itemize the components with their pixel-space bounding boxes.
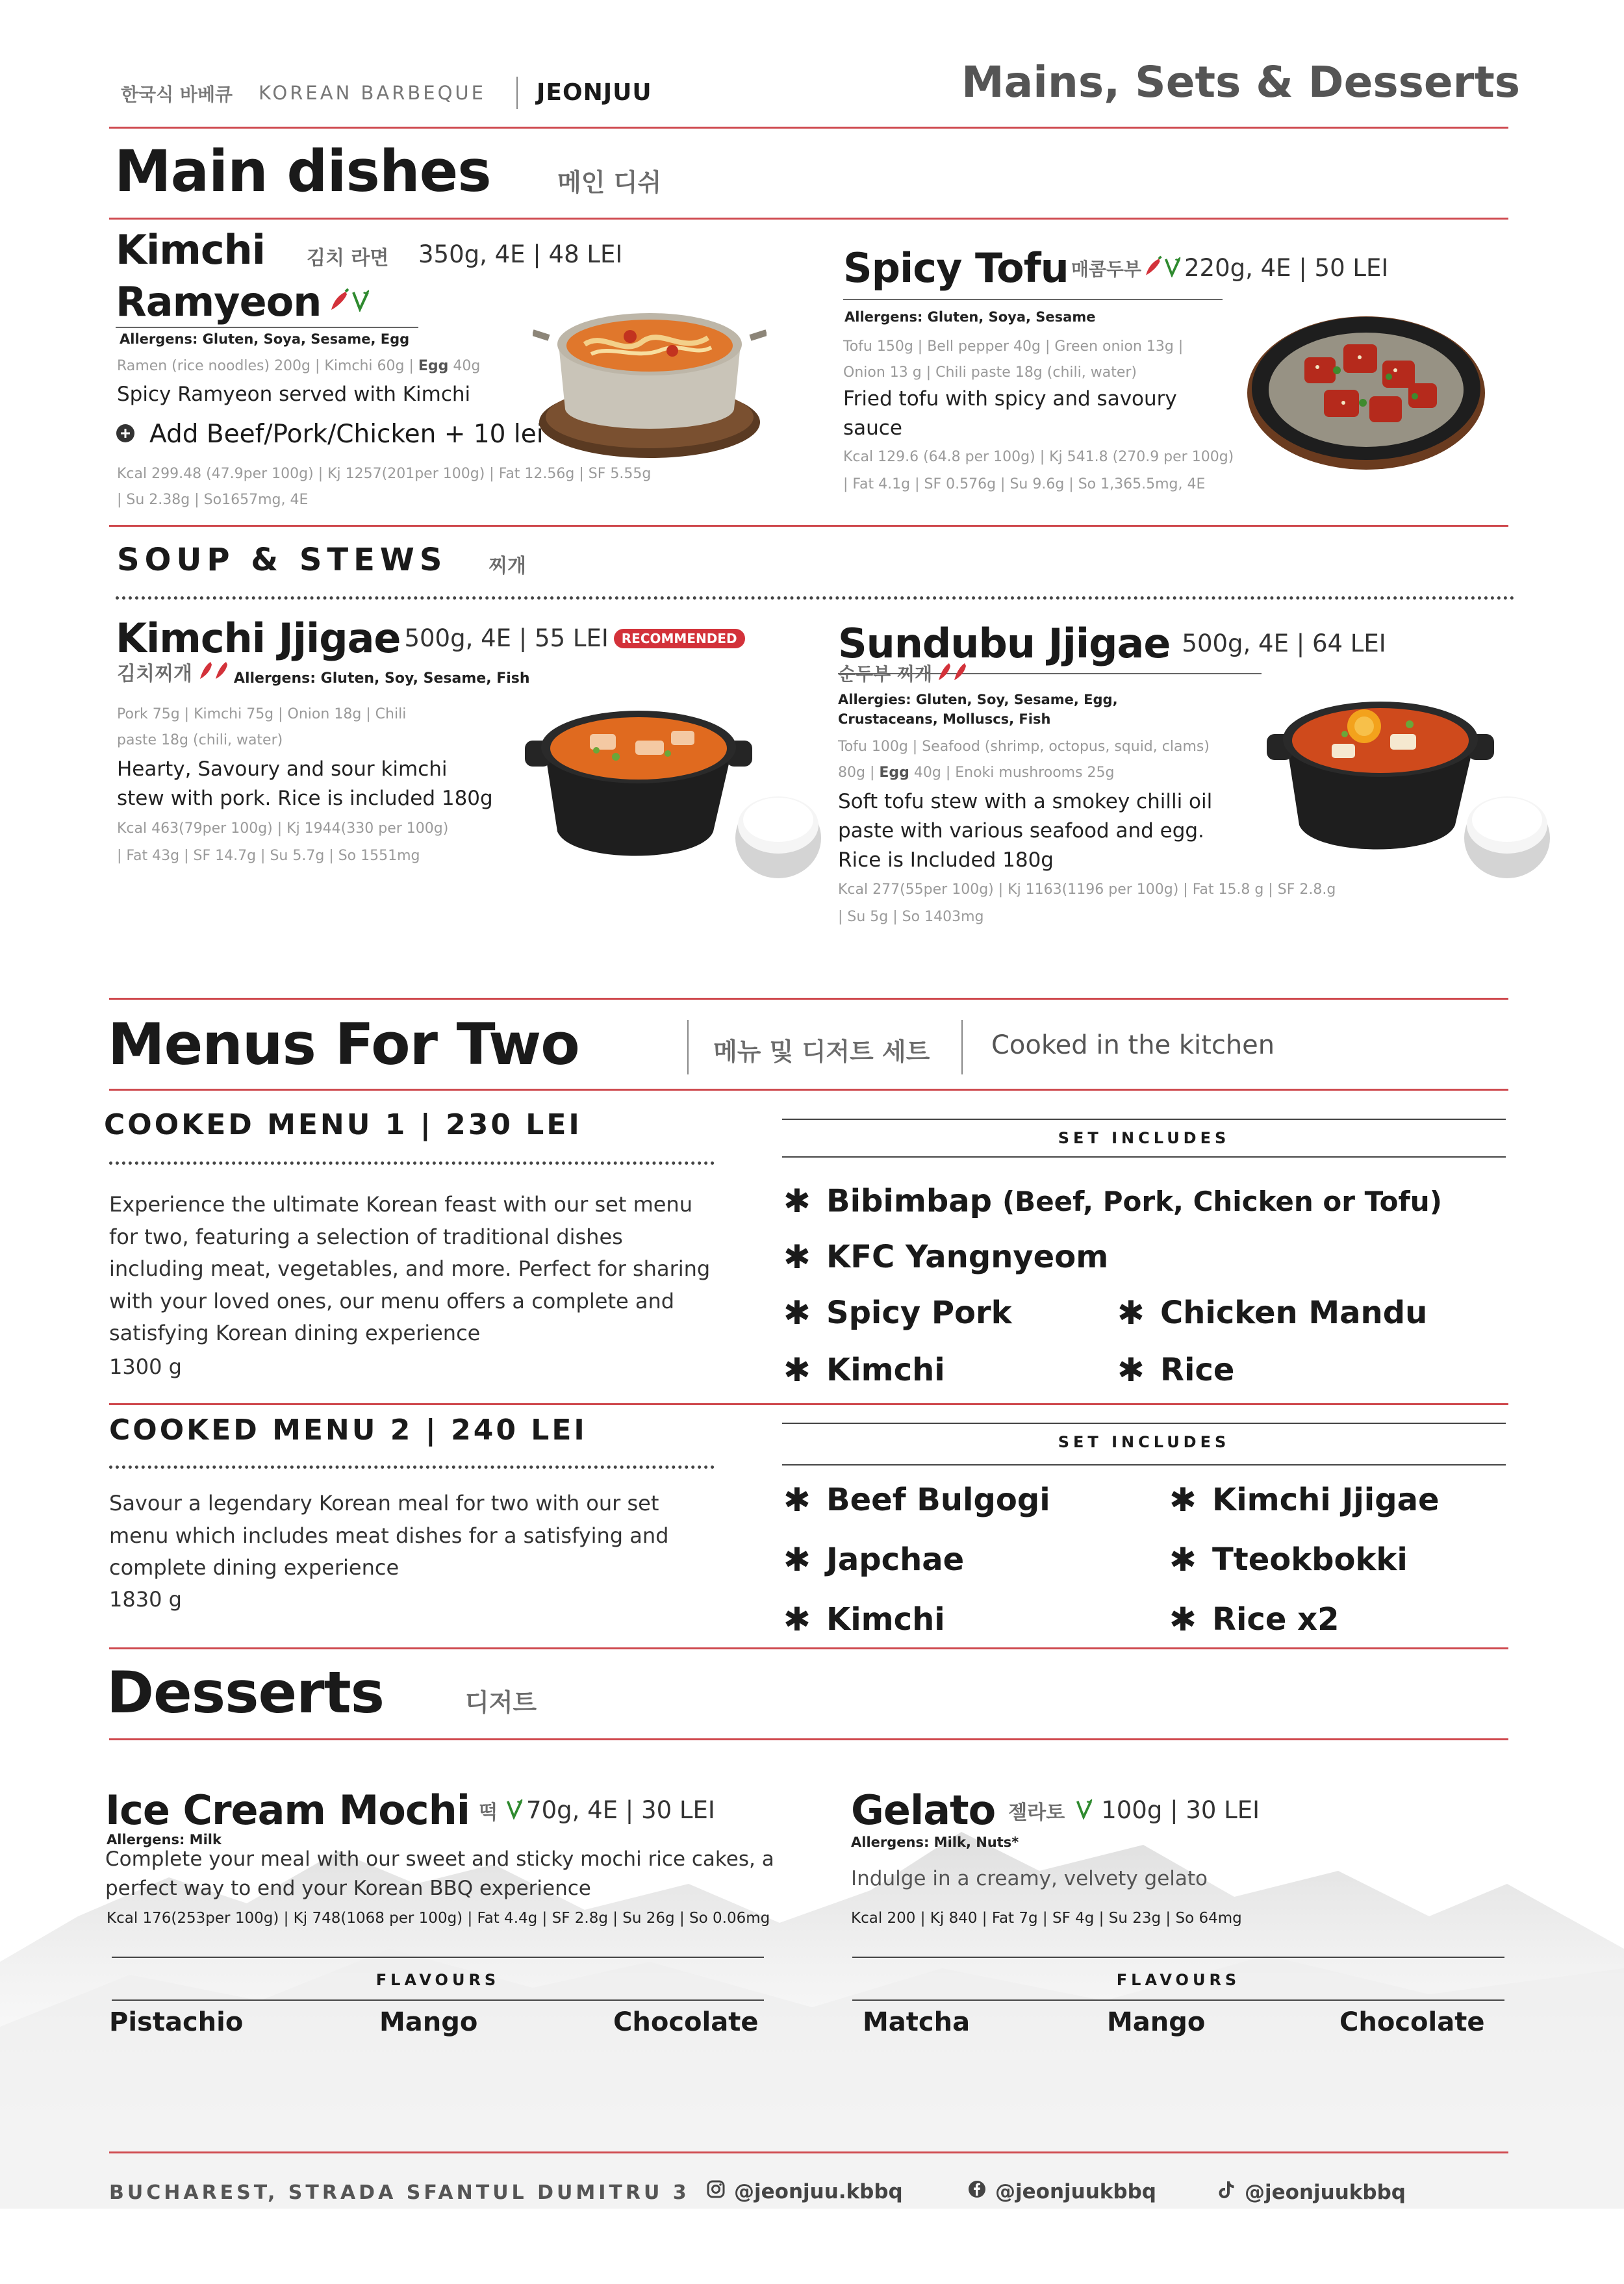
menu2-item-kimchi-jjigae [1169,1481,1440,1519]
item-label: Kimchi [826,1601,945,1638]
mochi-flavour-pistachio: Pistachio [109,2007,244,2037]
menu1-title: COOKED MENU 1 | 230 LEI [104,1108,582,1141]
header-divider [516,77,518,109]
desserts-korean: 디저트 [465,1688,537,1717]
item-label: KFC Yangnyeom [826,1239,1109,1275]
item-label: Kimchi Jjigae [1212,1482,1440,1518]
asterisk-icon: ✱ [783,1481,811,1519]
vegetarian-icon [505,1799,524,1822]
menu1-set-rule-top [782,1119,1506,1120]
sundubu-jjigae-nutrition-1: Kcal 277(55per 100g) | Kj 1163(1196 per 100g) | Fat 15.8 g | SF 2.8.g [838,882,1336,898]
spicy-tofu-name-row [843,244,1388,292]
mochi-flavours-label: FLAVOURS [375,1971,500,1989]
item-label: Bibimbap [826,1183,992,1219]
main-title-rule [109,218,1508,220]
header-subtitle: KOREAN BARBEQUE [259,82,486,104]
kimchi-jjigae-ingredients-1: Pork 75g | Kimchi 75g | Onion 18g | Chili [117,706,407,722]
kimchi-jjigae-price: 500g, 4E | 55 LEI [404,624,609,652]
sundubu-jjigae-nutrition-2: | Su 5g | So 1403mg [838,909,984,925]
menu2-item-tteokbokki [1169,1541,1408,1579]
recommended-badge: RECOMMENDED [614,629,745,648]
gelato-flavours-rule-top [852,1957,1504,1958]
kimchi-ramyeon-addon [116,420,544,449]
tiktok-link[interactable] [1217,2180,1406,2205]
desserts-title: Desserts [107,1659,385,1726]
spicy-tofu-nutrition-2: | Fat 4.1g | SF 0.576g | Su 9.6g | So 1,365.5mg, 4E [843,476,1206,492]
spicy-tofu-ingredients-2: Onion 13 g | Chili paste 18g (chili, water) [843,364,1137,381]
item-note: (Beef, Pork, Chicken or Tofu) [1002,1185,1442,1217]
addon-text: Add Beef/Pork/Chicken + 10 lei [149,420,544,449]
kimchi-ramyeon-underline [116,327,418,328]
kimchi-ramyeon-nutrition-2: | Su 2.38g | So1657mg, 4E [117,492,309,508]
menus-note: Cooked in the kitchen [991,1030,1275,1060]
menu1-dotted-rule [109,1161,715,1165]
mochi-price: 70g, 4E | 30 LEI [526,1796,715,1824]
soup-title: SOUP & STEWS [117,542,448,578]
menus-title-rule [109,1089,1508,1091]
main-korean: 메인 디쉬 [557,168,662,197]
facebook-handle: @jeonjuukbbq [995,2180,1156,2203]
sundubu-jjigae-allergens: Allergies: Gluten, Soy, Sesame, Egg, Crustaceans, Molluscs, Fish [838,692,1118,727]
kimchi-ramyeon-nutrition-1: Kcal 299.48 (47.9per 100g) | Kj 1257(201per 100g) | Fat 12.56g | SF 5.55g [117,466,652,482]
mochi-flavour-mango: Mango [379,2007,478,2037]
item-label: Rice [1160,1352,1235,1388]
item-label: Tteokbokki [1212,1542,1408,1578]
menu2-set-rule-top [782,1423,1506,1424]
item-label: Spicy Pork [826,1295,1012,1331]
kimchi-ramyeon-name-line1: Kimchi [116,226,266,273]
sundubu-jjigae-korean: 순두부 찌개 [838,663,932,685]
chili-icon [197,659,230,684]
menus-korean: 메뉴 및 디저트 세트 [713,1037,930,1066]
asterisk-icon: ✱ [1117,1294,1145,1332]
sundubu-jjigae-description: Soft tofu stew with a smokey chilli oil paste with various seafood and egg. Rice is Included 180g [838,790,1213,872]
main-title: Main dishes [114,138,491,205]
menu1-item-bibimbap [783,1182,1442,1220]
menu2-item-kimchi [783,1601,945,1638]
vegetarian-icon [1163,257,1182,280]
brand-logo: JEONJUU [537,79,652,106]
kimchi-ramyeon-price: 350g, 4E | 48 LEI [418,240,623,268]
spicy-tofu-korean: 매콤두부 [1071,258,1142,280]
kimchi-ramyeon-korean: 김치 라면 [307,247,389,270]
sundubu-jjigae-korean-row [838,660,969,686]
kimchi-ramyeon-name-line2: Ramyeon [116,278,322,325]
gelato-price: 100g | 30 LEI [1101,1796,1260,1824]
asterisk-icon: ✱ [783,1601,811,1638]
menu1-set-rule-bottom [782,1156,1506,1158]
asterisk-icon: ✱ [783,1238,811,1276]
asterisk-icon: ✱ [1169,1481,1197,1519]
mochi-name: Ice Cream Mochi [105,1786,470,1834]
gelato-allergens: Allergens: Milk, Nuts* [851,1834,1019,1850]
vegetarian-icon [1075,1799,1093,1822]
menu2-dotted-rule [109,1466,715,1469]
asterisk-icon: ✱ [783,1541,811,1579]
facebook-link[interactable] [968,2180,1156,2203]
menu1-item-spicy-pork [783,1294,1012,1332]
item-label: Beef Bulgogi [826,1482,1050,1518]
item-label: Kimchi [826,1352,945,1388]
kimchi-jjigae-name: Kimchi Jjigae [116,615,401,662]
footer-rule [109,2151,1508,2153]
ingredients-text: 40g [448,358,481,374]
kimchi-jjigae-allergens: Allergens: Gluten, Soy, Sesame, Fish [233,670,530,687]
mochi-flavours-rule-top [112,1957,764,1958]
chili-icon [1141,255,1163,282]
gelato-description: Indulge in a creamy, velvety gelato [851,1867,1208,1890]
egg-highlight: Egg [879,765,909,781]
asterisk-icon: ✱ [783,1294,811,1332]
menu2-set-includes: SET INCLUDES [1058,1433,1230,1451]
instagram-handle: @jeonjuu.kbbq [734,2180,903,2203]
menu2-description: Savour a legendary Korean meal for two with our set menu which includes meat dishes for a satisfying and complete dining experience [109,1491,669,1580]
plus-icon [116,424,135,446]
kimchi-jjigae-image [518,669,830,883]
asterisk-icon: ✱ [1169,1541,1197,1579]
menu1-item-kfc [783,1238,1108,1276]
menu2-title: COOKED MENU 2 | 240 LEI [109,1414,587,1447]
gelato-nutrition: Kcal 200 | Kj 840 | Fat 7g | SF 4g | Su 23g | So 64mg [851,1910,1242,1927]
menu1-weight: 1300 g [109,1354,182,1379]
mochi-flavours-rule-bottom [112,1999,764,2001]
kimchi-jjigae-nutrition-2: | Fat 43g | SF 14.7g | Su 5.7g | So 1551mg [117,848,420,864]
menu2-item-japchae [783,1541,964,1579]
item-label: Rice x2 [1212,1601,1339,1638]
kimchi-jjigae-description: Hearty, Savoury and sour kimchi stew with pork. Rice is included 180g [117,757,493,810]
kimchi-ramyeon-ingredients [117,353,480,379]
gelato-korean: 젤라토 [1008,1801,1065,1824]
spicy-tofu-price: 220g, 4E | 50 LEI [1184,254,1389,282]
facebook-icon [968,2180,986,2203]
tiktok-icon [1217,2180,1236,2205]
spicy-tofu-ingredients-1: Tofu 150g | Bell pepper 40g | Green onion 13g | [843,338,1184,355]
spicy-tofu-image [1246,305,1486,474]
menu2-set-rule-bottom [782,1464,1506,1466]
sundubu-jjigae-ingredients-2 [838,760,1115,786]
kimchi-ramyeon-description: Spicy Ramyeon served with Kimchi [117,383,471,406]
ingredients-text: 40g | Enoki mushrooms 25g [909,765,1115,781]
mochi-description: Complete your meal with our sweet and sticky mochi rice cakes, a perfect way to end your Korean BBQ experience [105,1847,774,1900]
kimchi-ramyeon-allergens: Allergens: Gluten, Soya, Sesame, Egg [120,331,410,347]
chili-icon [326,288,351,316]
kimchi-jjigae-ingredients-2: paste 18g (chili, water) [117,732,283,748]
item-label: Japchae [826,1542,965,1578]
asterisk-icon: ✱ [1169,1601,1197,1638]
menu1-item-chicken-mandu [1117,1294,1427,1332]
egg-highlight: Egg [418,358,449,374]
menu2-bottom-rule [109,1647,1508,1649]
asterisk-icon: ✱ [783,1351,811,1389]
mochi-nutrition: Kcal 176(253per 100g) | Kj 748(1068 per 100g) | Fat 4.4g | SF 2.8g | Su 26g | So 0.06mg [107,1910,770,1927]
header-korean: 한국식 바베큐 [121,84,233,105]
mochi-korean: 떡 [479,1801,498,1824]
menu1-bottom-rule [109,1403,1508,1405]
kimchi-jjigae-korean: 김치찌개 [117,662,192,685]
desserts-title-rule [109,1738,1508,1740]
instagram-icon [707,2180,725,2203]
asterisk-icon: ✱ [1117,1351,1145,1389]
spicy-tofu-name: Spicy Tofu [843,244,1069,292]
gelato-flavour-mango: Mango [1107,2007,1206,2037]
footer-address: BUCHAREST, STRADA SFANTUL DUMITRU 3 [109,2181,690,2204]
gelato-flavour-chocolate: Chocolate [1339,2007,1485,2037]
gelato-name-row [851,1786,1260,1834]
menu2-item-bulgogi [783,1481,1050,1519]
menus-top-rule [109,998,1508,1000]
tiktok-handle: @jeonjuukbbq [1245,2181,1406,2204]
gelato-flavours-label: FLAVOURS [1116,1971,1241,1989]
menu1-item-kimchi [783,1351,945,1389]
header-rule [109,127,1508,129]
ingredients-text: Ramen (rice noodles) 200g | Kimchi 60g | [117,358,418,374]
vegetarian-icon [351,290,370,314]
asterisk-icon: ✱ [783,1182,811,1220]
spicy-tofu-nutrition-1: Kcal 129.6 (64.8 per 100g) | Kj 541.8 (270.9 per 100g) [843,449,1234,465]
menus-divider-1 [687,1020,689,1074]
menu1-set-includes: SET INCLUDES [1058,1129,1230,1147]
kimchi-ramyeon-name-row2 [116,278,370,325]
spicy-tofu-description: Fried tofu with spicy and savoury sauce [843,387,1177,440]
chili-icon [936,661,969,685]
menus-divider-2 [961,1020,963,1074]
mochi-name-row [105,1786,715,1834]
gelato-flavours-rule-bottom [852,1999,1504,2001]
gelato-name: Gelato [851,1786,996,1834]
item-label: Chicken Mandu [1160,1295,1428,1331]
sundubu-jjigae-image [1260,663,1559,883]
kimchi-ramyeon-image [533,273,767,461]
sundubu-jjigae-price: 500g, 4E | 64 LEI [1182,629,1386,657]
spicy-tofu-allergens: Allergens: Gluten, Soya, Sesame [844,309,1096,325]
gelato-flavour-matcha: Matcha [863,2007,971,2037]
menu2-weight: 1830 g [109,1587,182,1612]
kimchi-jjigae-korean-row [117,656,530,687]
spicy-tofu-underline [843,299,1223,300]
ingredients-text: 80g | [838,765,880,781]
menu1-description: Experience the ultimate Korean feast with our set menu for two, featuring a selection of traditional dishes including meat, vegetables, and more. Perfect for sharing with your loved ones, our menu offers a complete and satisfying Korean dining experience [109,1192,711,1345]
sundubu-jjigae-ingredients-1: Tofu 100g | Seafood (shrimp, octopus, squid, clams) [838,739,1210,755]
sundubu-jjigae-name: Sundubu Jjigae [838,620,1171,667]
menu1-item-rice [1117,1351,1234,1389]
menu2-item-rice [1169,1601,1339,1638]
kimchi-jjigae-nutrition-1: Kcal 463(79per 100g) | Kj 1944(330 per 100g) [117,820,449,837]
soup-dotted-rule [116,596,1515,600]
main-bottom-rule [109,525,1508,527]
instagram-link[interactable] [707,2180,903,2203]
mochi-allergens: Allergens: Milk [107,1832,222,1847]
soup-korean: 찌개 [488,555,526,577]
kimchi-jjigae-name-row [116,615,745,662]
menus-title: Menus For Two [108,1011,579,1078]
mochi-flavour-chocolate: Chocolate [613,2007,759,2037]
page-title: Mains, Sets & Desserts [961,57,1521,107]
